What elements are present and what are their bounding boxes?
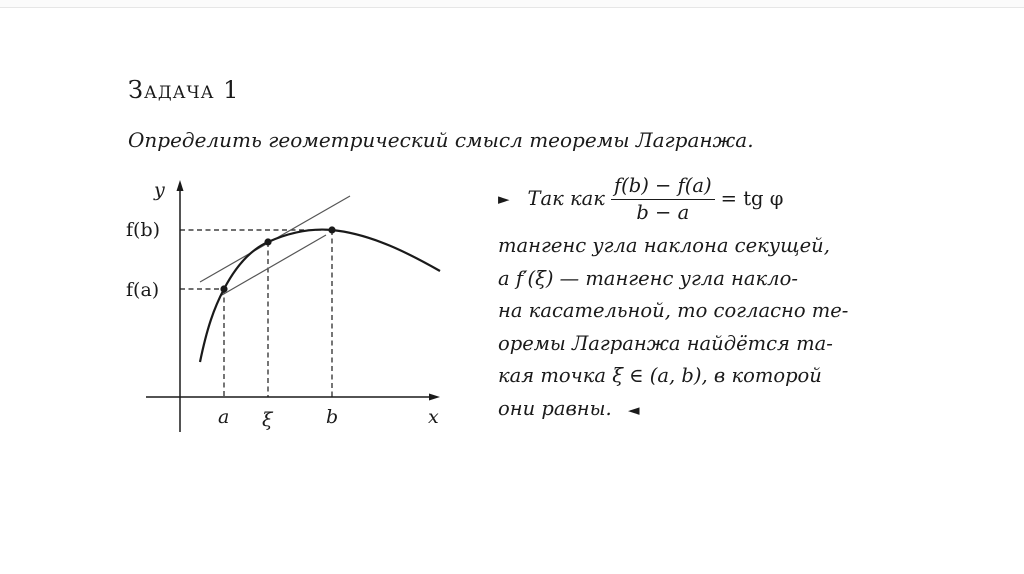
label-b: b [326,406,339,428]
fraction-denominator: b − a [636,200,690,224]
x-axis-label: x [428,406,439,428]
y-axis-label: y [154,179,165,201]
start-marker: ► [498,189,510,208]
y-axis-arrow [177,180,184,191]
tangent-line [222,235,326,295]
label-fa: f(a) [126,279,160,301]
label-a: a [218,406,230,428]
x-axis-arrow [429,394,440,401]
solution-line: тангенс угла наклона секущей, [498,234,830,257]
solution-line: оремы Лагранжа найдётся та- [498,331,833,355]
solution-text [498,168,883,425]
solution-line: они равны. [498,396,612,420]
solution-last-line [498,393,883,426]
label-fb: f(b) [126,219,161,241]
solution-line: а f′(ξ) — тангенс угла накло- [498,266,798,290]
fraction-numerator: f(b) − f(a) [611,173,715,200]
point-a [220,285,227,292]
fraction [611,173,715,226]
end-marker: ◄ [627,400,640,419]
problem-heading: Задача 1 [128,76,240,104]
slide-top-border [0,0,1024,8]
point-xi [264,238,271,245]
function-curve [200,230,440,362]
equals-tg-phi: = tg φ [720,186,784,210]
point-b [328,226,335,233]
label-xi: ξ [262,409,273,431]
solution-formula-line [498,168,883,230]
solution-intro: Так как [527,186,605,210]
solution-line: на касательной, то согласно те- [498,299,849,322]
problem-statement: Определить геометрический смысл теоремы Лагранжа. [128,128,754,152]
solution-line: кая точка ξ ∈ (a, b), в которой [498,364,822,387]
lagrange-graph [110,170,455,440]
